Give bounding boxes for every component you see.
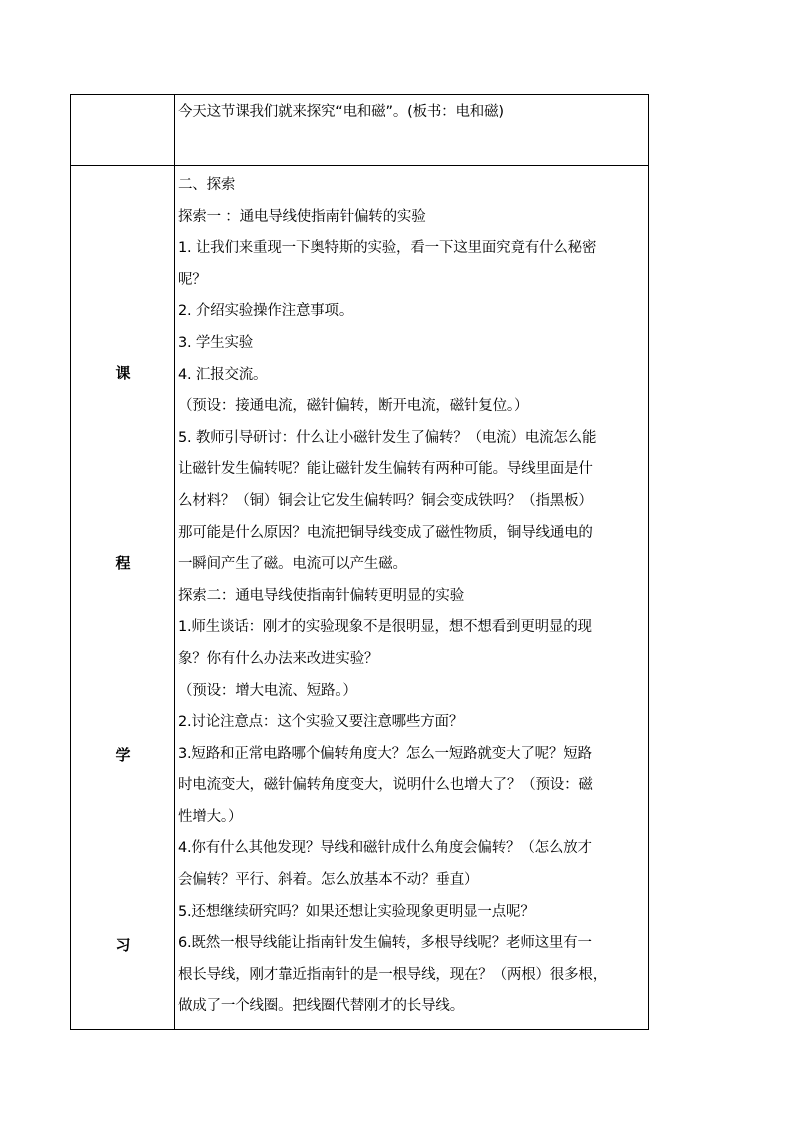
body-line: 一瞬间产生了磁。电流可以产生磁。 [178,556,407,573]
body-line: 4. 汇报交流。 [178,366,268,383]
body-line: 5. 教师引导研讨：什么让小磁针发生了偏转？（电流）电流怎么能 [178,429,597,446]
body-line: （预设：接通电流，磁针偏转，断开电流，磁针复位。） [178,398,529,415]
side-label-char-4: 习 [115,936,131,954]
body-line: 6.既然一根导线能让指南针发生偏转，多根导线呢？老师这里有一 [178,935,592,952]
process-label-cell [71,166,175,1030]
body-line: 二、探索 [178,177,236,193]
side-label-char-3: 学 [115,746,131,764]
body-line: 象？你有什么办法来改进实验？ [178,650,379,667]
body-line: 那可能是什么原因？电流把铜导线变成了磁性物质，铜导线通电的 [178,524,593,541]
intro-text-cell [175,95,649,166]
body-line: 1.师生谈话：刚才的实验现象不是很明显，想不想看到更明显的现 [178,619,592,636]
body-line: 3. 学生实验 [178,334,254,351]
body-line: 根长导线，刚才靠近指南针的是一根导线，现在？（两根）很多根， [178,966,607,983]
body-line: 探索二：通电导线使指南针偏转更明显的实验 [178,587,464,604]
side-label-char-2: 程 [115,554,131,572]
body-line: 1. 让我们来重现一下奥特斯的实验，看一下这里面究竟有什么秘密 [178,240,597,257]
body-line: 做成了一个线圈。把线圈代替刚才的长导线。 [178,998,464,1015]
body-line: 2. 介绍实验操作注意事项。 [178,303,354,320]
body-line: 么材料？（铜）铜会让它发生偏转吗？铜会变成铁吗？（指黑板） [178,492,593,509]
intro-label-cell [71,95,175,166]
body-line: 时电流变大，磁针偏转角度变大，说明什么也增大了？（预设：磁 [178,777,593,794]
body-line: 探索一 ：通电导线使指南针偏转的实验 [178,208,426,225]
intro-row [71,95,649,166]
body-line: 3.短路和正常电路哪个偏转角度大？怎么一短路就变大了呢？短路 [178,745,592,762]
body-line: 让磁针发生偏转呢？能让磁针发生偏转有两种可能。导线里面是什 [178,461,593,478]
process-body-text [175,166,648,1029]
body-line: 4.你有什么其他发现？导线和磁针成什么角度会偏转？（怎么放才 [178,840,592,857]
process-row [71,166,649,1030]
lesson-table [70,94,649,1030]
body-line: 5.还想继续研究吗？如果还想让实验现象更明显一点呢？ [178,903,535,920]
body-line: 呢？ [178,271,207,288]
process-body-cell [175,166,649,1030]
side-label-char-1: 课 [115,364,131,382]
body-line: 会偏转？平行、斜着。怎么放基本不动？垂直） [178,872,479,889]
body-line: 性增大。） [178,808,243,825]
intro-text: 今天这节课我们就来探究“电和磁”。(板书：电和磁) [178,104,504,120]
body-line: 2.讨论注意点：这个实验又要注意哪些方面？ [178,714,464,731]
body-line: （预设：增大电流、短路。） [178,682,357,699]
